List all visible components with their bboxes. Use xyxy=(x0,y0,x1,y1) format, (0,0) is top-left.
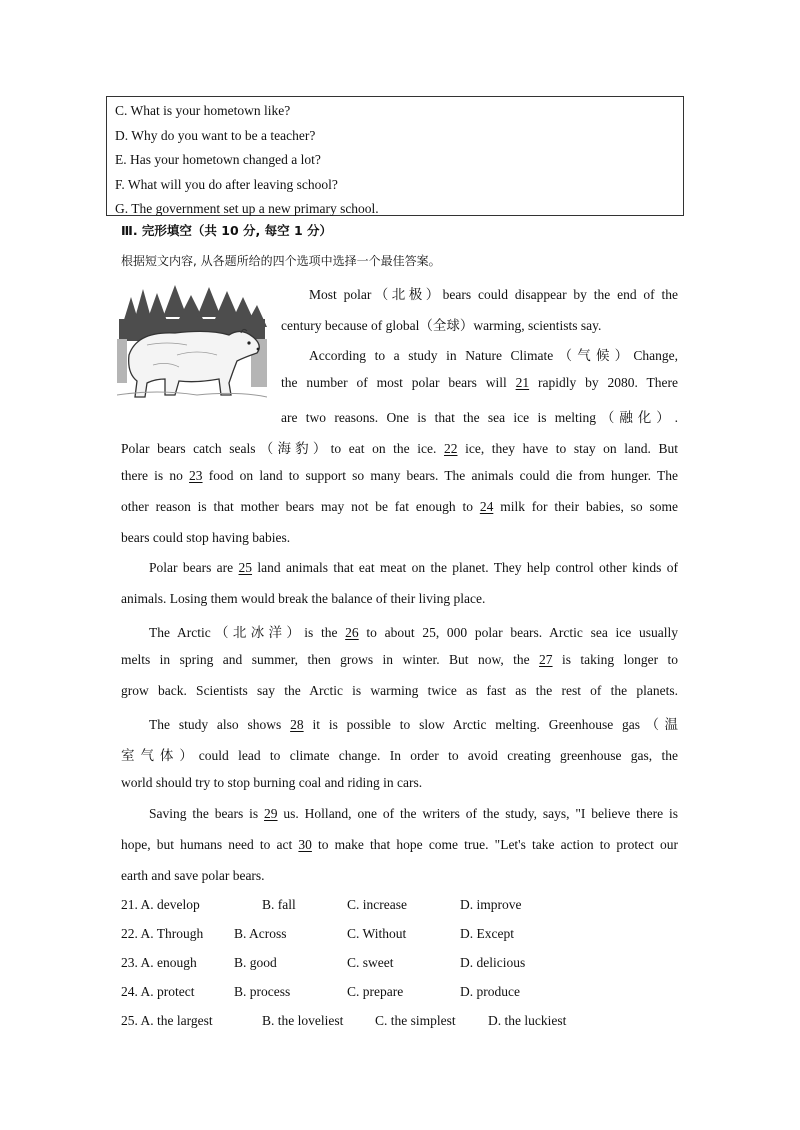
blank-28: 28 xyxy=(290,717,304,732)
passage-line: animals. Losing them would break the balance of their living place. xyxy=(121,591,486,606)
option-c: C. What is your hometown like? xyxy=(115,103,291,118)
passage-line: The Arctic（北冰洋）is the 26 to about 25, 000 polar bears. Arctic sea ice usually xyxy=(149,625,678,640)
passage-line: melts in spring and summer, then grows in winter. But now, the 27 is taking longer to xyxy=(121,652,678,667)
polar-bear-illustration xyxy=(117,283,267,401)
passage-line: other reason is that mother bears may not be fat enough to 24 milk for their babies, so some xyxy=(121,499,679,514)
blank-22: 22 xyxy=(443,441,458,456)
section-instruction: 根据短文内容, 从各题所给的四个选项中选择一个最佳答案。 xyxy=(121,254,441,268)
passage-line: are two reasons. One is that the sea ice is melting（融化）. xyxy=(281,410,678,425)
blank-24: 24 xyxy=(479,499,494,514)
passage-line: the number of most polar bears will 21 rapidly by 2080. There xyxy=(281,375,678,390)
blank-25: 25 xyxy=(238,560,253,575)
passage-line: Saving the bears is 29 us. Holland, one of the writers of the study, says, "I believe there is xyxy=(149,806,678,821)
passage-line: Polar bears are 25 land animals that eat meat on the planet. They help control other kinds of xyxy=(149,560,679,575)
passage-line: 室气体）could lead to climate change. In order to avoid creating greenhouse gas, the xyxy=(121,748,678,763)
blank-29: 29 xyxy=(264,806,278,821)
section-heading: Ⅲ. 完形填空（共 10 分, 每空 1 分） xyxy=(121,223,333,238)
blank-21: 21 xyxy=(515,375,530,390)
option-f: F. What will you do after leaving school? xyxy=(115,176,338,192)
passage-line: The study also shows 28 it is possible to slow Arctic melting. Greenhouse gas（温 xyxy=(149,717,678,732)
passage-line: world should try to stop burning coal and riding in cars. xyxy=(121,775,423,790)
passage-line: hope, but humans need to act 30 to make that hope come true. "Let's take action to protect our xyxy=(121,837,678,852)
passage-line: According to a study in Nature Climate（气候）Change, xyxy=(309,348,678,363)
passage-line: earth and save polar bears. xyxy=(121,868,265,883)
answer-options-box xyxy=(106,96,684,216)
passage-line: century because of global（全球）warming, scientists say. xyxy=(281,318,602,333)
option-e: E. Has your hometown changed a lot? xyxy=(115,152,321,167)
option-g: G. The government set up a new primary school. xyxy=(115,201,379,216)
passage-line: Polar bears catch seals（海豹）to eat on the ice. 22 ice, they have to stay on land. But xyxy=(121,441,679,456)
option-d: D. Why do you want to be a teacher? xyxy=(115,127,316,143)
blank-27: 27 xyxy=(539,652,553,667)
blank-23: 23 xyxy=(189,468,203,483)
passage-line: there is no 23 food on land to support so many bears. The animals could die from hunger. The xyxy=(121,468,678,483)
passage-line: bears could stop having babies. xyxy=(121,530,291,545)
blank-30: 30 xyxy=(298,837,312,852)
blank-26: 26 xyxy=(345,625,359,640)
passage-line: Most polar（北极）bears could disappear by the end of the xyxy=(309,287,678,302)
passage-line: grow back. Scientists say the Arctic is warming twice as fast as the rest of the planets. xyxy=(121,683,678,698)
